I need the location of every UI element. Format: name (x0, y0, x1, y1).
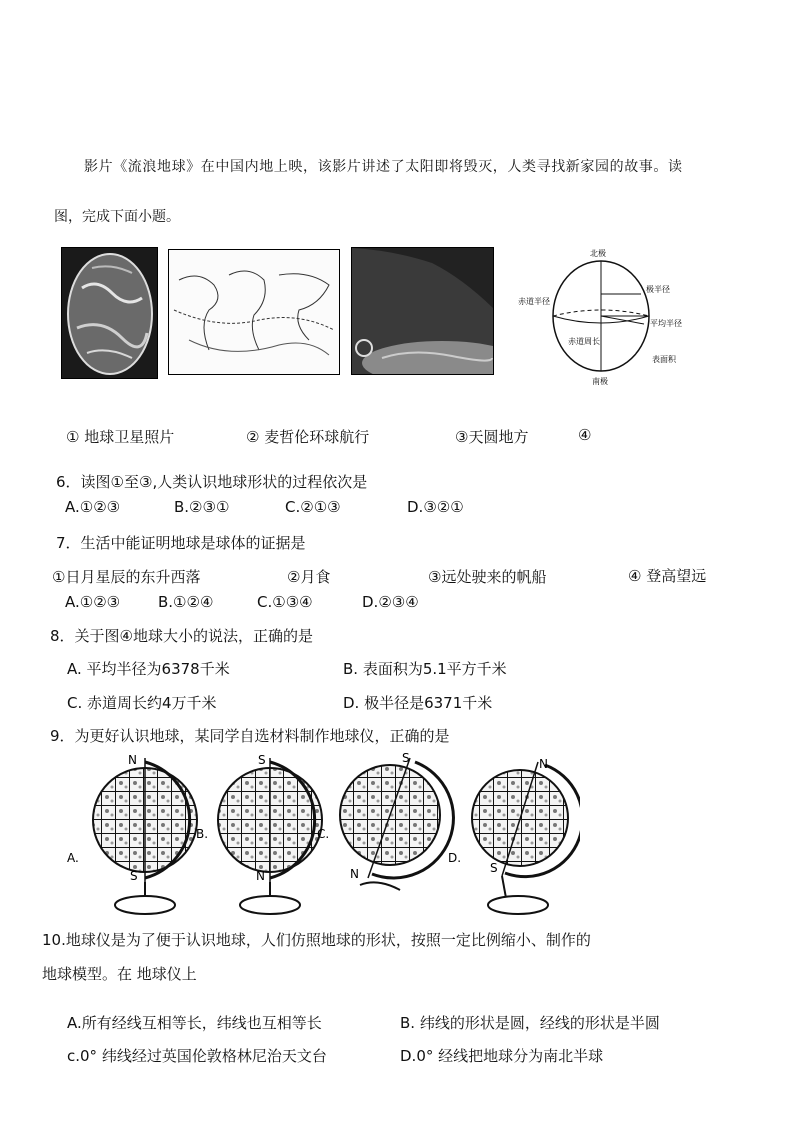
intro-line-2: 图，完成下面小题。 (54, 209, 180, 225)
q8-option-a: A. 平均半径为6378千米 (67, 660, 230, 678)
globe-b-bottom-pole: N (256, 869, 265, 883)
figure-4-earth-size-diagram (516, 246, 691, 388)
surface-area-label: 表面积 (652, 355, 676, 364)
q6-option-a: A.①②③ (65, 498, 121, 516)
globe-a-letter: A. (67, 851, 79, 865)
q10-option-c: c.0° 纬线经过英国伦敦格林尼治天文台 (67, 1047, 327, 1065)
q9-stem: 9．为更好认识地球，某同学自选材料制作地球仪，正确的是 (50, 727, 450, 745)
caption-2: ② 麦哲伦环球航行 (246, 428, 370, 446)
figure-3-sky-earth-photo (351, 247, 494, 375)
globe-a-bottom-pole: S (130, 869, 138, 883)
globe-c-letter: C. (317, 827, 330, 841)
q10-option-b: B. 纬线的形状是圆，经线的形状是半圆 (400, 1014, 660, 1032)
q7-option-c: C.①③④ (257, 593, 313, 611)
q6-option-b: B.②③① (174, 498, 230, 516)
q7-item-2: ②月食 (287, 568, 331, 586)
globe-d-letter: D. (448, 851, 462, 865)
caption-1: ① 地球卫星照片 (66, 428, 175, 446)
south-pole-label: 南极 (592, 377, 608, 386)
q8-option-b: B. 表面积为5.1平方千米 (343, 660, 507, 678)
q9-globes-figure (60, 750, 580, 920)
globe-c-top-pole: S (402, 751, 410, 765)
world-map-icon (169, 250, 339, 374)
q10-option-a: A.所有经线互相等长，纬线也互相等长 (67, 1014, 322, 1032)
equatorial-radius-label: 赤道半径 (518, 297, 550, 306)
q10-option-d: D.0° 经线把地球分为南北半球 (400, 1047, 604, 1065)
q7-item-4: ④ 登高望远 (628, 567, 707, 585)
mean-radius-label: 平均半径 (650, 319, 682, 328)
q6-option-d: D.③②① (407, 498, 464, 516)
globe-c-bottom-pole: N (350, 867, 359, 881)
q7-option-b: B.①②④ (158, 593, 214, 611)
globe-d-bottom-pole: S (490, 861, 498, 875)
q7-option-d: D.②③④ (362, 593, 419, 611)
q10-stem-line-2: 地球模型。在 地球仪上 (42, 965, 197, 983)
horizon-photo-icon (352, 248, 493, 374)
caption-3: ③天圆地方 (455, 428, 529, 446)
q7-option-a: A.①②③ (65, 593, 121, 611)
q8-option-c: C. 赤道周长约4万千米 (67, 694, 217, 712)
globe-option-a (67, 753, 197, 914)
equator-circumference-label: 赤道周长 (568, 337, 600, 346)
q8-option-d: D. 极半径是6371千米 (343, 694, 493, 712)
q6-option-c: C.②①③ (285, 498, 341, 516)
polar-radius-label: 极半径 (646, 285, 670, 294)
q6-stem: 6．读图①至③,人类认识地球形状的过程依次是 (56, 473, 368, 491)
intro-line-1: 影片《流浪地球》在中国内地上映，该影片讲述了太阳即将毁灭，人类寻找新家园的故事。读 (84, 159, 683, 175)
north-pole-label: 北极 (590, 249, 606, 258)
globe-a-top-pole: N (128, 753, 137, 767)
globe-b-top-pole: S (258, 753, 266, 767)
globe-option-c (317, 751, 453, 890)
caption-4: ④ (578, 426, 592, 444)
q7-stem: 7．生活中能证明地球是球体的证据是 (56, 534, 306, 552)
globe-option-b (196, 753, 322, 914)
globe-b-letter: B. (196, 827, 209, 841)
figure-1-satellite-photo (61, 247, 158, 379)
q7-item-3: ③远处驶来的帆船 (428, 568, 547, 586)
q8-stem: 8．关于图④地球大小的说法，正确的是 (50, 627, 313, 645)
globe-d-top-pole: N (539, 757, 548, 771)
figure-2-voyage-map (168, 249, 340, 375)
earth-photo-icon (62, 248, 157, 378)
globe-option-d (448, 757, 580, 914)
q10-stem-line-1: 10.地球仪是为了便于认识地球，人们仿照地球的形状，按照一定比例缩小、制作的 (42, 931, 591, 949)
q7-item-1: ①日月星辰的东升西落 (52, 568, 201, 586)
